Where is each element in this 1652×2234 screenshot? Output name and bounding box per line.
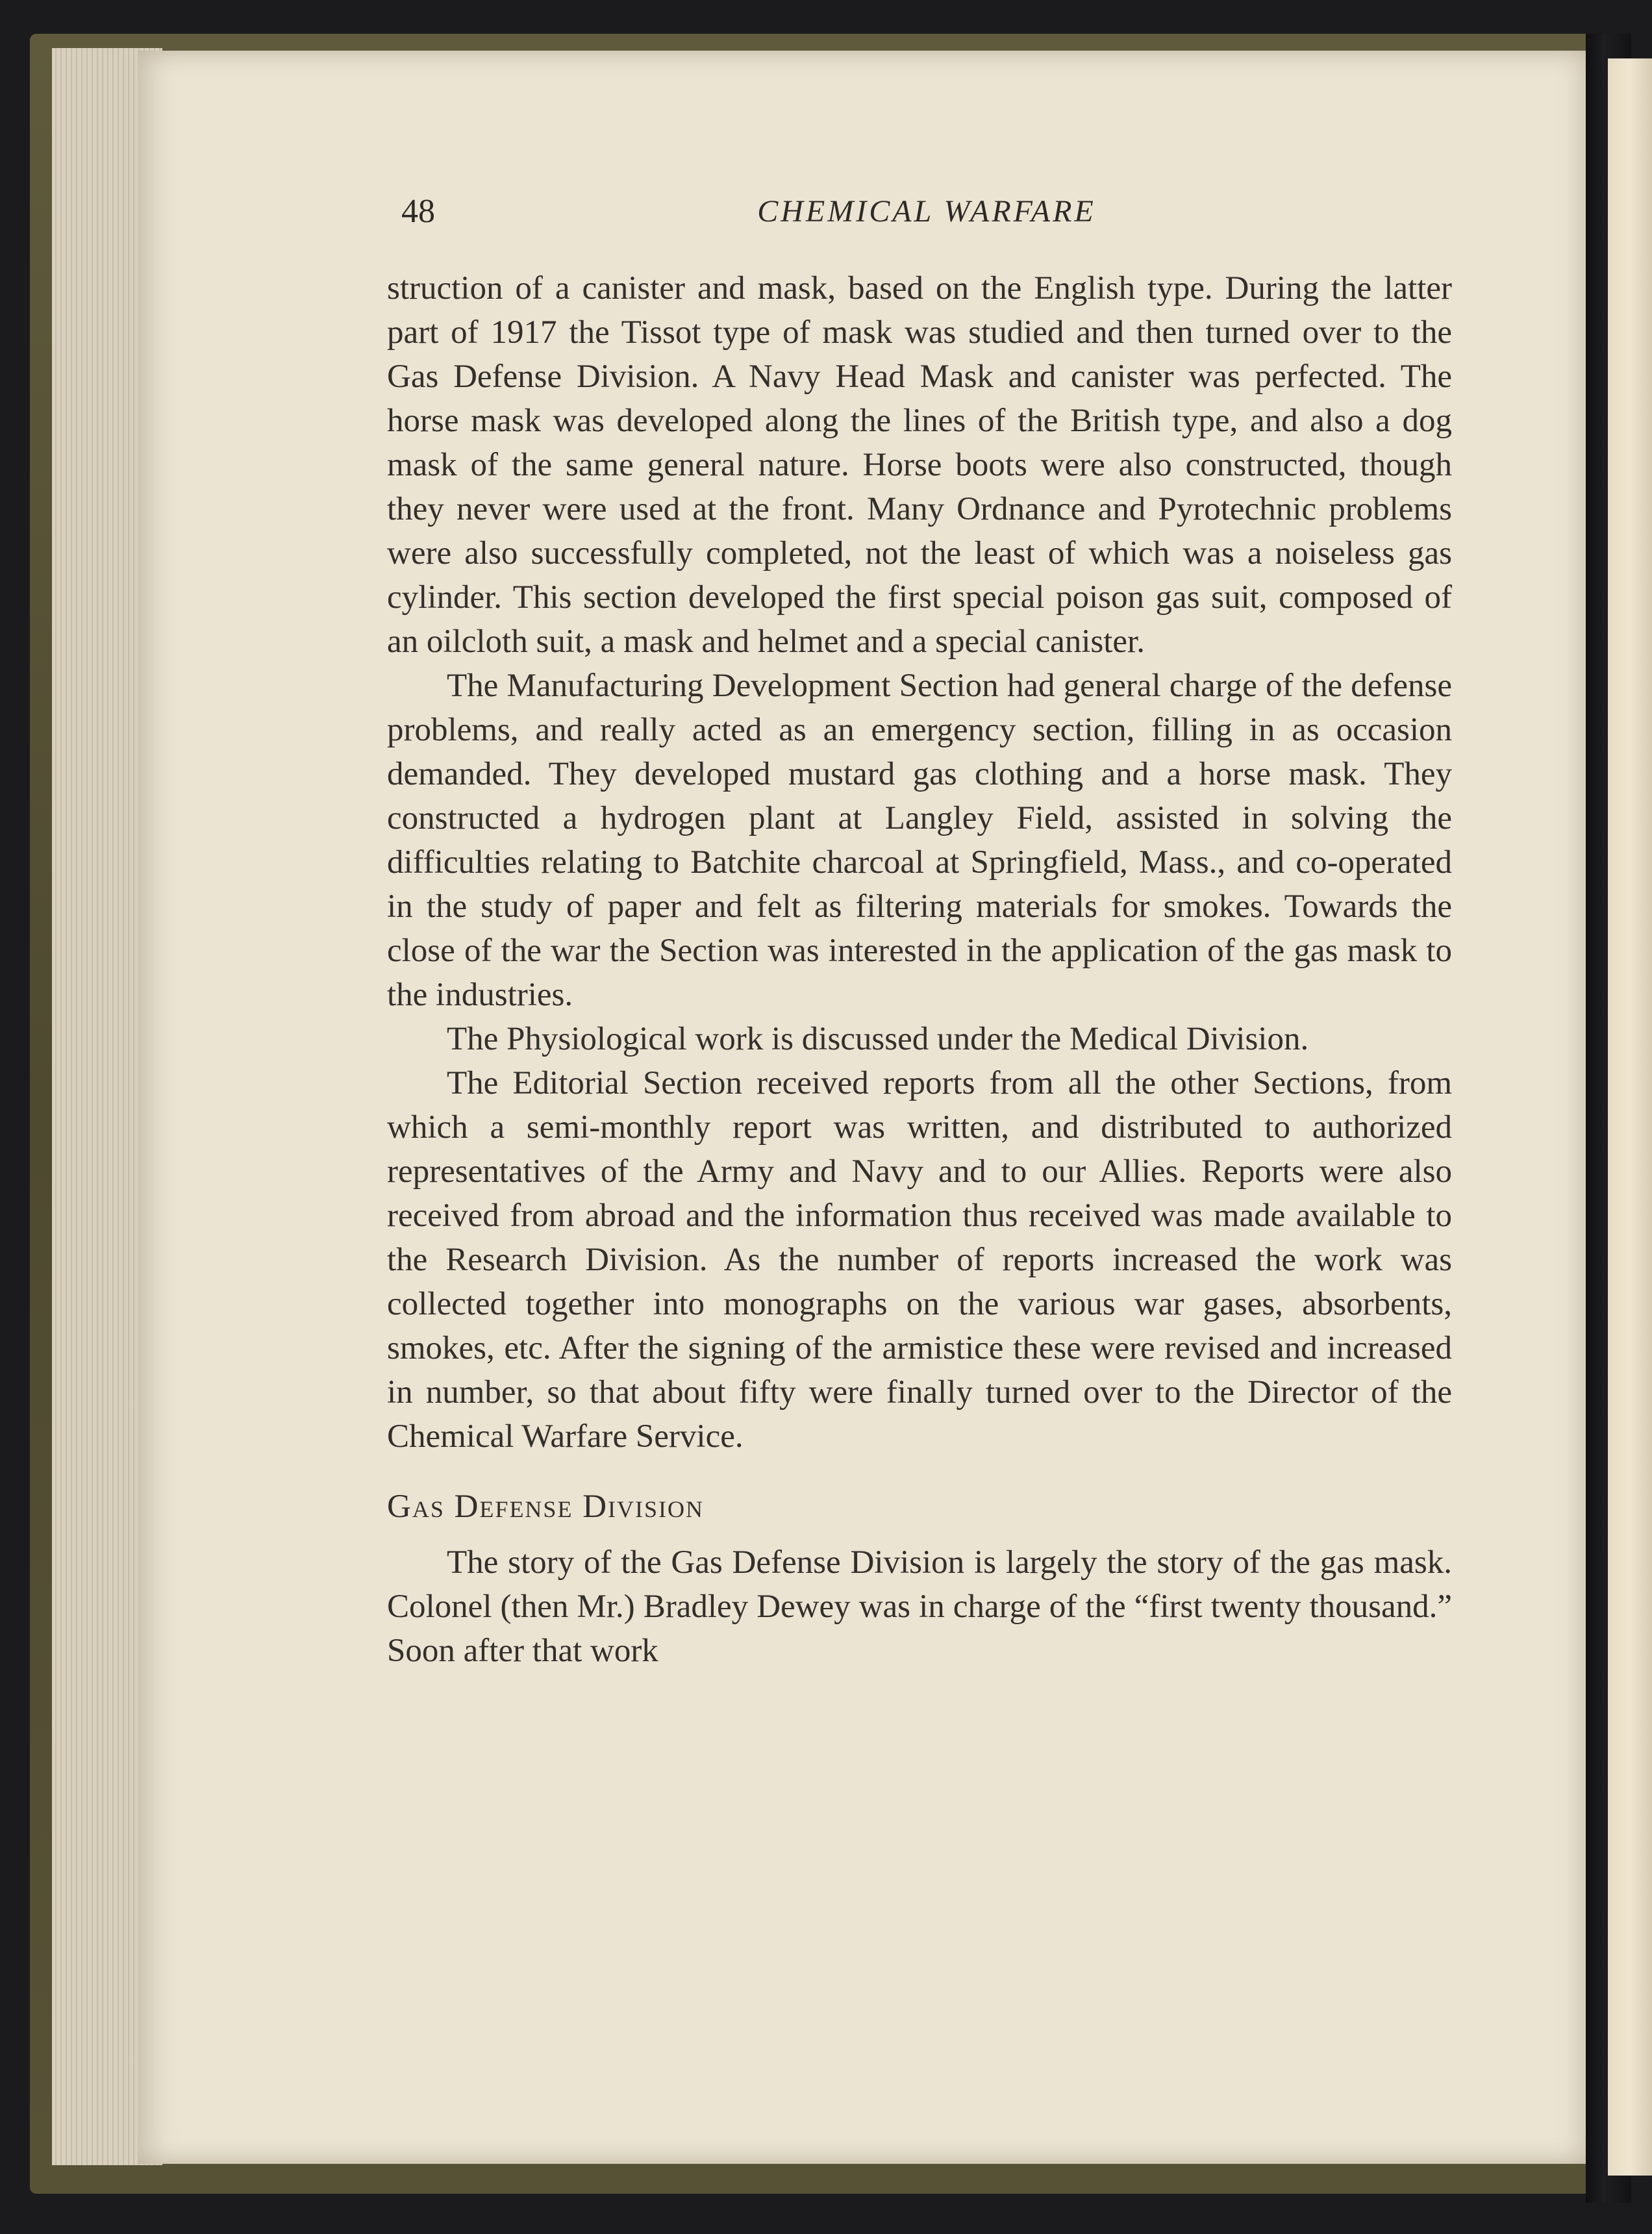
paragraph-physiological: The Physiological work is discussed under the Medical Division. (447, 1021, 1309, 1057)
facing-page-edge (1608, 58, 1652, 2176)
section-heading: Gas Defense Division (387, 1488, 705, 1525)
running-head (401, 186, 1452, 238)
page-body (387, 266, 1452, 1673)
paragraph-manufacturing: The Manufacturing Development Section had general charge of the defense problems, and really acted as an emergency section, filling in as occasion demanded. They developed mustard gas clothing and a horse mask. They constructed a hydrogen plant at Langley Field, assisted in solving the difficulties relating to Batchite charcoal at Springfield, Mass., and co-operated in the study of paper and felt as filtering materials for smokes. Towards the close of the war the Section was interested in the application of the gas mask to the industries. (387, 668, 1452, 1013)
running-title: CHEMICAL WARFARE (757, 194, 1096, 229)
paragraph-gas-defense: The story of the Gas Defense Division is largely the story of the gas mask. Colonel (then Mr.) Bradley Dewey was in charge of the “first twenty thousand.” Soon after that work (387, 1544, 1452, 1669)
paragraph-continuation: struction of a canister and mask, based on the English type. During the latter part of 1917 the Tissot type of mask was studied and then turned over to the Gas Defense Division. A Navy Head Mask and canister was perfected. The horse mask was developed along the lines of the British type, and also a dog mask of the same general nature. Horse boots were also constructed, though they never were used at the front. Many Ordnance and Pyrotechnic problems were also successfully completed, not the least of which was a noiseless gas cylinder. This section developed the first special poison gas suit, composed of an oilcloth suit, a mask and helmet and a special canister. (387, 270, 1452, 660)
paragraph-editorial: The Editorial Section received reports from all the other Sections, from which a semi-monthly report was written, and distributed to authorized representatives of the Army and Navy and to our Allies. Reports were also received from abroad and the information thus received was made available to the Research Division. As the number of reports increased the work was collected together into monographs on the various war gases, absorbents, smokes, etc. After the signing of the armistice these were revised and increased in number, so that about fifty were finally turned over to the Director of the Chemical Warfare Service. (387, 1065, 1452, 1455)
page-number: 48 (401, 193, 435, 230)
